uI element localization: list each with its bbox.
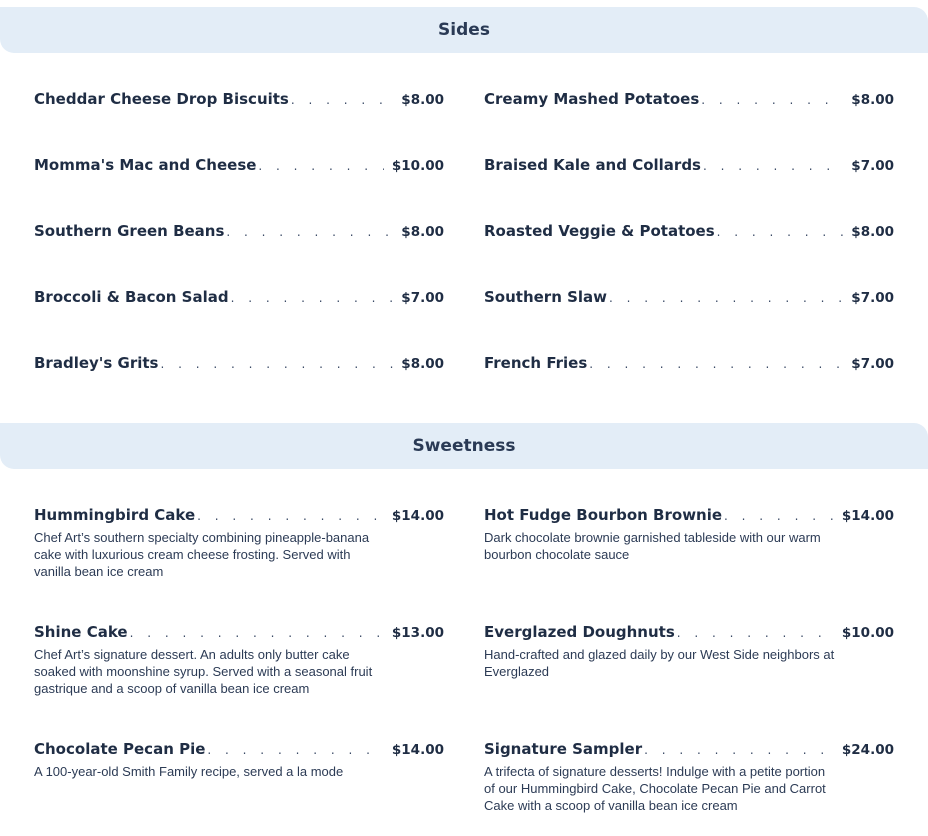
item-name: Everglazed Doughnuts (484, 623, 675, 641)
item-price: $14.00 (391, 742, 444, 758)
leader-dots (644, 743, 834, 757)
menu-item (34, 506, 444, 580)
leader-dots (197, 509, 384, 523)
item-name: Bradley's Grits (34, 354, 159, 372)
item-name: Shine Cake (34, 623, 128, 641)
leader-dots (207, 743, 383, 757)
item-price: $8.00 (401, 92, 444, 108)
item-name: Braised Kale and Collards (484, 156, 701, 174)
leader-dots (609, 291, 843, 305)
item-description: Hand-crafted and glazed daily by our West Side neighbors at Everglazed (484, 647, 835, 679)
item-price: $10.00 (841, 625, 894, 641)
menu-item (34, 288, 444, 306)
item-name: Cheddar Cheese Drop Biscuits (34, 90, 289, 108)
item-price: $7.00 (401, 290, 444, 306)
menu-item (34, 90, 444, 108)
item-price: $13.00 (391, 625, 444, 641)
menu-item (484, 90, 894, 108)
item-description: Chef Art’s signature dessert. An adults only butter cake soaked with moonshine syrup. Served with a seasonal fruit gastrique and a scoop of vanilla bean ice cream (34, 647, 373, 696)
leader-dots (258, 159, 383, 173)
leader-dots (291, 93, 393, 107)
item-price: $24.00 (841, 742, 894, 758)
section-header-sides (0, 7, 928, 53)
item-price: $10.00 (391, 158, 444, 174)
leader-dots (701, 93, 843, 107)
item-price: $7.00 (851, 290, 894, 306)
item-description: A 100-year-old Smith Family recipe, served a la mode (34, 764, 344, 779)
item-price: $8.00 (401, 224, 444, 240)
item-name: Momma's Mac and Cheese (34, 156, 257, 174)
section-header-sweetness (0, 423, 928, 469)
menu-item (484, 740, 894, 814)
item-name: Roasted Veggie & Potatoes (484, 222, 715, 240)
menu-item (484, 623, 894, 680)
item-price: $8.00 (851, 224, 894, 240)
menu-item (484, 354, 894, 372)
leader-dots (703, 159, 843, 173)
menu-item (34, 740, 444, 780)
section-title: Sides (438, 20, 490, 40)
leader-dots (724, 509, 834, 523)
item-name: French Fries (484, 354, 588, 372)
item-name: Creamy Mashed Potatoes (484, 90, 700, 108)
item-name: Chocolate Pecan Pie (34, 740, 206, 758)
leader-dots (677, 626, 834, 640)
leader-dots (226, 225, 393, 239)
item-price: $7.00 (851, 356, 894, 372)
leader-dots (160, 357, 393, 371)
leader-dots (130, 626, 384, 640)
item-name: Signature Sampler (484, 740, 643, 758)
item-name: Hot Fudge Bourbon Brownie (484, 506, 723, 524)
section-title: Sweetness (412, 436, 516, 456)
item-price: $7.00 (851, 158, 894, 174)
item-price: $14.00 (391, 508, 444, 524)
item-description: A trifecta of signature desserts! Indulge with a petite portion of our Hummingbird Cake, Chocolate Pecan Pie and Carrot Cake with a scoop of vanilla bean ice cream (484, 764, 826, 813)
leader-dots (231, 291, 394, 305)
item-name: Southern Green Beans (34, 222, 225, 240)
menu-item (484, 222, 894, 240)
item-name: Hummingbird Cake (34, 506, 196, 524)
menu-item (484, 156, 894, 174)
leader-dots (589, 357, 843, 371)
leader-dots (717, 225, 844, 239)
item-price: $14.00 (841, 508, 894, 524)
item-name: Broccoli & Bacon Salad (34, 288, 229, 306)
item-description: Dark chocolate brownie garnished tableside with our warm bourbon chocolate sauce (484, 530, 821, 562)
item-price: $8.00 (401, 356, 444, 372)
item-name: Southern Slaw (484, 288, 608, 306)
item-description: Chef Art’s southern specialty combining pineapple-banana cake with luxurious cream cheese frosting. Served with vanilla bean ice cream (34, 530, 370, 579)
item-price: $8.00 (851, 92, 894, 108)
menu-item (34, 623, 444, 697)
menu-item (34, 222, 444, 240)
menu-item (484, 288, 894, 306)
menu-item (34, 354, 444, 372)
menu-item (484, 506, 894, 563)
menu-item (34, 156, 444, 174)
